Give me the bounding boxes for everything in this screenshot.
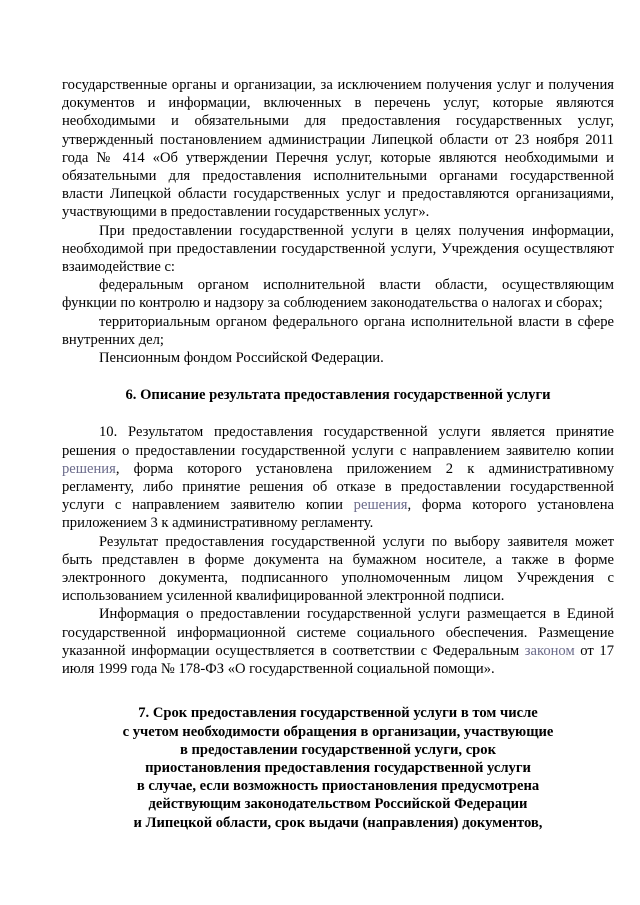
section-7-heading [62, 704, 614, 831]
list-item-tax-authority: федеральным органом исполнительной власти области, осуществляющим функции по контролю и надзору за соблюдением законодательства о налогах и сборах; [62, 277, 614, 312]
paragraph-information [62, 605, 614, 678]
heading-line: приостановления предоставления государственной услуги [145, 759, 531, 776]
heading-line: и Липецкой области, срок выдачи (направления) документов, [133, 814, 543, 831]
heading-line: действующим законодательством Российской Федерации [148, 796, 528, 813]
text-segment: от 17 июля 1999 года № 178-ФЗ «О государственной социальной помощи». [62, 642, 614, 678]
heading-line: в случае, если возможность приостановления предусмотрена [136, 778, 540, 795]
paragraph-intro-continuation: государственные органы и организации, за исключением получения услуг и получения документов и информации, включенных в перечень услуг, которые являются необходимыми и обязательными для предоставления государственных услуг, утвержденный постановлением администрации Липецкой области от 23 ноября 2011 года № 414 «Об утверждении Перечня услуг, которые являются необходимыми и обязательными для предоставления исполнительными органами государственной власти Липецкой области государственных услуг и предоставляются организациями, участвующими в предоставлении государственных услуг». [62, 77, 614, 221]
section-6-heading: 6. Описание результата предоставления государственной услуги [125, 387, 551, 404]
list-item-pension-fund: Пенсионным фондом Российской Федерации. [99, 350, 384, 367]
heading-line: в предоставлении государственной услуги, срок [179, 741, 496, 758]
text-segment: 10. Результатом предоставления государственной услуги является принятие решения о предоставлении государственной услуги с направлением заявителю копии [62, 424, 614, 459]
document-page [62, 76, 614, 832]
paragraph-result [62, 423, 614, 532]
text-segment: , форма которого установлена приложением 3 к административному регламенту. [62, 497, 614, 532]
decision-link[interactable]: решения [353, 497, 408, 514]
paragraph-interaction: При предоставлении государственной услуги в целях получения информации, необходимой при предоставлении государственной услуги, Учреждения осуществляют взаимодействие с: [62, 222, 614, 276]
heading-line: 7. Срок предоставления государственной услуги в том числе [138, 705, 538, 722]
list-item-interior-authority: территориальным органом федерального органа исполнительной власти в сфере внутренних дел; [62, 313, 614, 348]
text-segment: , форма которого установлена приложением 2 к административному регламенту, либо принятие решения об отказе в предоставлении государственной услуги с направлением заявителю копии [62, 460, 614, 514]
law-link[interactable]: законом [524, 642, 575, 659]
paragraph-result-form: Результат предоставления государственной услуги по выбору заявителя может быть представлен в форме документа на бумажном носителе, а также в форме электронного документа, подписанного уполномоченным лицом Учреждения с использованием усиленной квалифицированной электронной подписи. [62, 533, 614, 605]
decision-link[interactable]: решения [62, 460, 116, 477]
text-segment: Информация о предоставлении государственной услуги размещается в Единой государственной информационной системе социального обеспечения. Размещение указанной информации осуществляется в соответствии с Федеральным [62, 606, 614, 659]
heading-line: с учетом необходимости обращения в организации, участвующие [122, 723, 554, 740]
